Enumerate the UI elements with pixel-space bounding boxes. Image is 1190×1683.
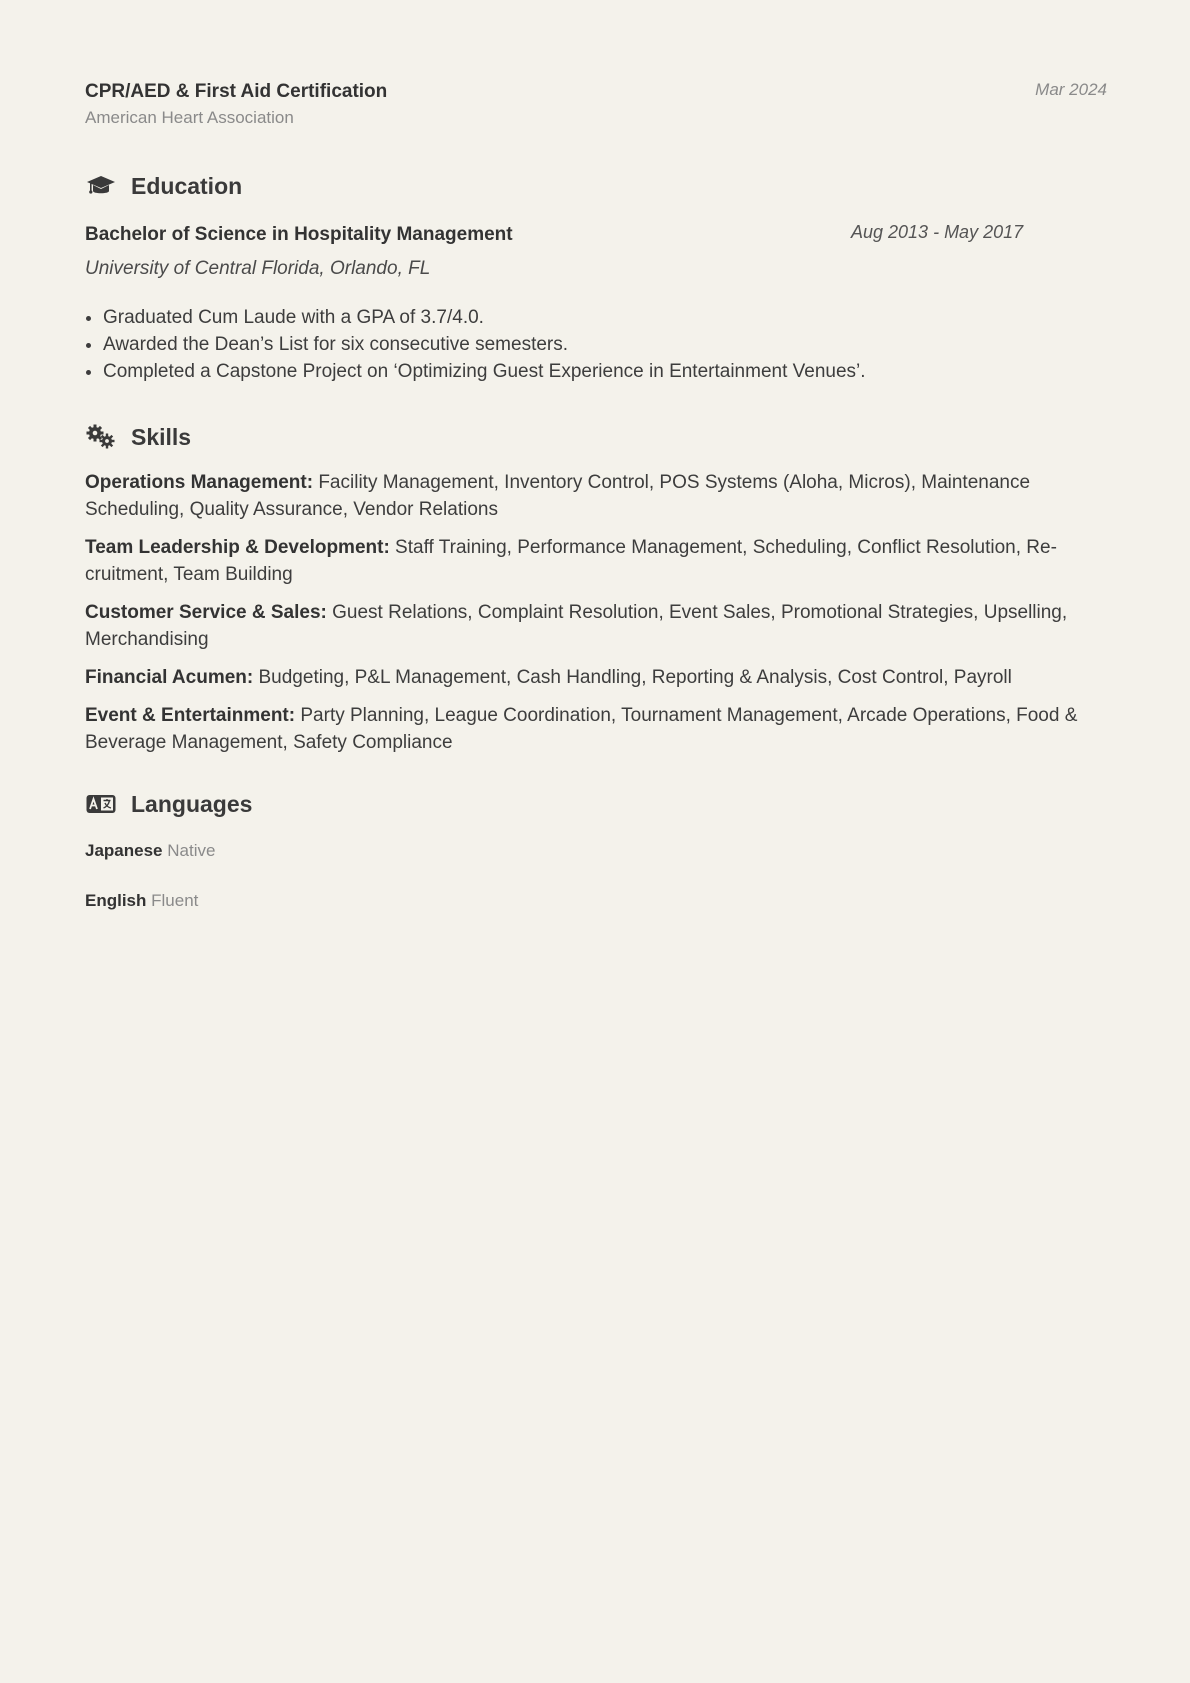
language-name: Japanese — [85, 841, 163, 860]
skill-values: Staff Training, Performance Management, Scheduling, Conflict Resolution, Recruitment, Team Building — [85, 537, 1057, 585]
certification-entry — [85, 78, 1107, 130]
languages-section-header — [85, 784, 1107, 824]
skill-row — [85, 469, 1107, 523]
skill-category: Operations Management: — [85, 472, 314, 493]
education-dates: Aug 2013 - May 2017 — [851, 222, 1024, 242]
language-item — [85, 838, 1107, 864]
skill-category: Customer Service & Sales: — [85, 602, 327, 623]
skill-row — [85, 534, 1107, 588]
language-level: Fluent — [151, 891, 199, 910]
skill-row — [85, 664, 1107, 691]
certification-title: CPR/AED & First Aid Certification — [85, 81, 388, 102]
skill-values: Party Planning, League Coordination, Tournament Management, Arcade Operations, Food & Beverage Management, Safety Compliance — [85, 705, 1078, 753]
skills-section-header — [85, 417, 1107, 457]
certification-date: Mar 2024 — [1035, 80, 1107, 99]
skill-values: Facility Management, Inventory Control, POS Systems (Aloha, Micros), Maintenance Scheduling, Quality Assurance, Vendor Relations — [85, 472, 1031, 520]
skills-list — [85, 469, 1107, 756]
skill-category: Event & Entertainment: — [85, 705, 296, 726]
skill-row — [85, 702, 1107, 756]
education-section-header — [85, 166, 1107, 206]
language-level: Native — [167, 841, 216, 860]
certification-organization: American Heart Association — [85, 108, 294, 127]
list-item: • Awarded the Dean’s List for six consecutive semesters. — [103, 331, 1107, 358]
degree-title: Bachelor of Science in Hospitality Management — [85, 224, 513, 245]
gears-icon — [85, 424, 117, 450]
languages-list — [85, 838, 1107, 914]
skill-values: Guest Relations, Complaint Resolution, Event Sales, Promotional Strategies, Upselling, Merchandising — [85, 602, 1068, 650]
resume-page — [85, 78, 1107, 938]
languages-heading: Languages — [131, 790, 253, 817]
skill-category: Team Leadership & Development: — [85, 537, 390, 558]
education-heading: Education — [131, 172, 243, 199]
education-highlights — [85, 304, 1107, 385]
language-item — [85, 888, 1107, 914]
skill-row — [85, 599, 1107, 653]
skill-category: Financial Acumen: — [85, 667, 254, 688]
language-icon — [85, 791, 117, 817]
education-entry — [85, 220, 1107, 252]
skills-heading: Skills — [131, 423, 192, 450]
list-item: • Graduated Cum Laude with a GPA of 3.7/4.0. — [103, 304, 1107, 331]
graduation-cap-icon — [85, 173, 117, 199]
school-name: University of Central Florida, Orlando, FL — [85, 258, 431, 279]
list-item: • Completed a Capstone Project on ‘Optimizing Guest Experience in Entertainment Venues’. — [103, 358, 1107, 385]
language-name: English — [85, 891, 147, 910]
skill-values: Budgeting, P&L Management, Cash Handling, Reporting & Analysis, Cost Control, Payroll — [253, 667, 1012, 688]
